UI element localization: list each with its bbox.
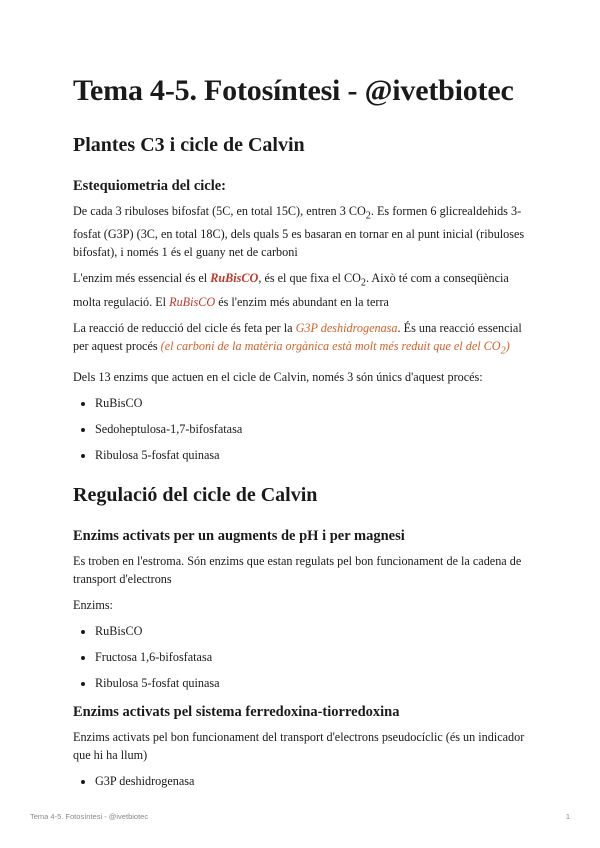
subsection-heading-ferredoxin: Enzims activats pel sistema ferredoxina-tiorredoxina [73,704,400,721]
list-item: • G3P deshidrogenasa [95,772,533,790]
unique-enzymes-list [73,394,533,464]
footer-title: Tema 4-5. Fotosíntesi - @ivetbiotec [30,812,149,821]
page-footer [30,812,570,821]
list-item: • Sedoheptulosa-1,7-bifosfatasa [95,420,533,438]
rubisco-highlight: RuBisCO [210,271,259,286]
section-heading-regulation: Regulació del cicle de Calvin [73,484,318,507]
list-item: • RuBisCO [95,394,533,412]
paragraph-pseudocyclic: Enzims activats pel bon funcionament del transport d'electrons pseudocíclic (és un indicador que hi ha llum) [73,730,525,763]
list-item: • Fructosa 1,6-bifosfatasa [95,648,533,666]
page-number: 1 [565,812,570,821]
paragraph-enzyms-label: Enzims: [73,598,113,613]
ferredoxin-enzymes-list [73,772,533,790]
page-title: Tema 4-5. Fotosíntesi - @ivetbiotec [73,74,514,107]
paragraph-stroma: Es troben en l'estroma. Són enzims que estan regulats pel bon funcionament de la cadena de transport d'electrons [73,554,522,587]
section-heading-calvin: Plantes C3 i cicle de Calvin [73,134,305,156]
ph-enzymes-list [73,622,533,692]
paragraph-reduction: La reacció de reducció del cicle és feta per la G3P deshidrogenasa. És una reacció essencial per aquest procés (el carboni de la matèria orgànica està molt més reduit que el del $CO_2$) [73,320,522,357]
list-item: • Ribulosa 5-fosfat quinasa [95,674,533,692]
rubisco-highlight-2: RuBisCO [169,294,216,309]
g3p-highlight: G3P deshidrogenasa [295,320,398,335]
paragraph-enzyme-count: Dels 13 enzims que actuen en el cicle de Calvin, només 3 són únics d'aquest procés: [73,370,483,385]
paragraph-stoichiometry: De cada 3 ribuloses bifosfat (5C, en total 15C), entren 3 $CO_2$. Es formen 6 glicrealdehids 3-fosfat (G3P) (3C, en total 18C), dels quals 5 es basaran en tornar en al punt inicial (ribuloses bifosfat), i només 1 és el guany net de carboni [73,204,525,260]
carbon-note: (el carboni de la matèria orgànica està molt més reduit que el del $CO_2$) [160,338,510,357]
paragraph-rubisco: L'enzim més essencial és el RuBisCO, és el que fixa el $CO_2$. Això té com a conseqüència molta regulació. El RuBisCO és l'enzim més abundant en la terra [73,271,509,309]
document-page [73,72,533,800]
list-item: • Ribulosa 5-fosfat quinasa [95,446,533,464]
subsection-heading-ph-magnesium: Enzims activats per un augments de pH i per magnesi [73,528,405,545]
subsection-heading-stoichiometry: Estequiometria del cicle: [73,178,227,194]
list-item: • RuBisCO [95,622,533,640]
